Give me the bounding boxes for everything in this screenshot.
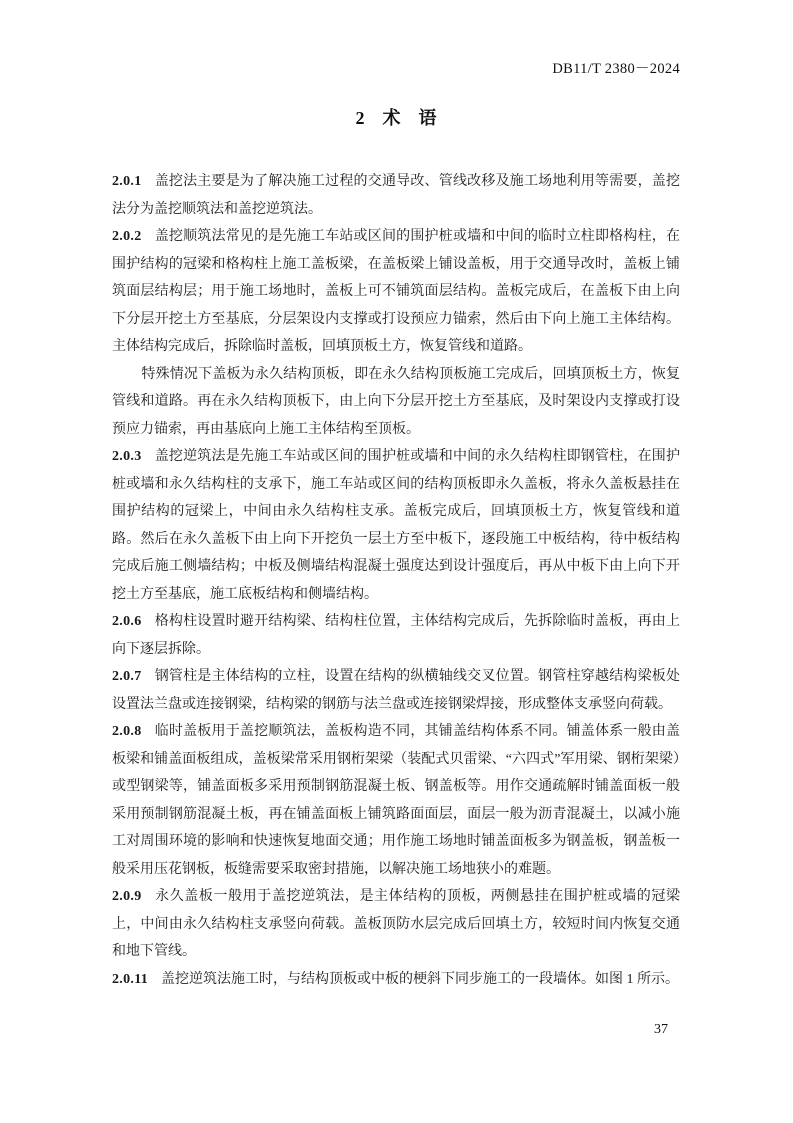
term-number: 2.0.11	[112, 971, 149, 987]
term-paragraph-2-0-3	[112, 443, 680, 608]
term-number: 2.0.8	[112, 724, 142, 739]
term-text: 盖挖顺筑法常见的是先施工车站或区间的围护桩或墙和中间的临时立柱即格构柱，在围护结构的冠梁和格构柱上施工盖板梁，在盖板梁上铺设盖板，用于交通导改时，盖板上铺筑面层结构层；用于施工场地时，盖板上可不铺筑面层结构。盖板完成后，在盖板下由上向下分层开挖土方至基底，分层架设内支撑或打设预应力锚索，然后由下向上施工主体结构。主体结构完成后，拆除临时盖板，回填顶板土方，恢复管线和道路。	[112, 229, 680, 354]
term-number: 2.0.1	[112, 174, 142, 189]
document-standard-number: DB11/T 2380－2024	[552, 61, 680, 77]
page-number: 37	[654, 1022, 668, 1037]
chapter-title: 2 术 语	[355, 108, 437, 128]
term-paragraph-2-0-1	[112, 168, 680, 223]
term-paragraph-2-0-6	[112, 608, 680, 663]
term-paragraph-2-0-7	[112, 663, 680, 718]
term-paragraph-2-0-2-note	[112, 361, 680, 444]
term-text: 格构柱设置时避开结构梁、结构柱位置，主体结构完成后，先拆除临时盖板，再由上向下逐层拆除。	[112, 614, 680, 657]
term-paragraph-2-0-11	[112, 966, 680, 994]
term-text: 盖挖法主要是为了解决施工过程的交通导改、管线改移及施工场地利用等需要，盖挖法分为盖挖顺筑法和盖挖逆筑法。	[112, 174, 680, 217]
term-number: 2.0.9	[112, 889, 142, 904]
term-text: 特殊情况下盖板为永久结构顶板，即在永久结构顶板施工完成后，回填顶板土方，恢复管线和道路。再在永久结构顶板下，由上向下分层开挖土方至基底，及时架设内支撑或打设预应力锚索，再由基底向上施工主体结构至顶板。	[112, 366, 680, 437]
terminology-body	[112, 168, 680, 993]
term-number: 2.0.6	[112, 614, 142, 629]
term-text: 临时盖板用于盖挖顺筑法，盖板构造不同，其铺盖结构体系不同。铺盖体系一般由盖板梁和铺盖面板组成，盖板梁常采用钢桁架梁（装配式贝雷梁、“六四式”军用梁、钢桁架梁）或型钢梁等，铺盖面板多采用预制钢筋混凝土板、钢盖板等。用作交通疏解时铺盖面板一般采用预制钢筋混凝土板，再在铺盖面板上铺筑路面面层，面层一般为沥青混凝土，以减小施工对周围环境的影响和快速恢复地面交通；用作施工场地时铺盖面板多为钢盖板，钢盖板一般采用压花钢板，板缝需要采取密封措施，以解决施工场地狭小的难题。	[112, 724, 680, 877]
term-text: 永久盖板一般用于盖挖逆筑法，是主体结构的顶板，两侧悬挂在围护桩或墙的冠梁上，中间由永久结构柱支承竖向荷载。盖板顶防水层完成后回填土方，较短时间内恢复交通和地下管线。	[112, 889, 680, 959]
term-text: 钢管柱是主体结构的立柱，设置在结构的纵横轴线交叉位置。钢管柱穿越结构梁板处设置法兰盘或连接钢梁，结构梁的钢筋与法兰盘或连接钢梁焊接，形成整体支承竖向荷载。	[112, 669, 680, 712]
term-paragraph-2-0-2	[112, 223, 680, 361]
term-text: 盖挖逆筑法是先施工车站或区间的围护桩或墙和中间的永久结构柱即钢管柱，在围护桩或墙和永久结构柱的支承下，施工车站或区间的结构顶板即永久盖板，将永久盖板悬挂在围护结构的冠梁上，中间由永久结构柱支承。盖板完成后，回填顶板土方，恢复管线和道路。然后在永久盖板下由上向下开挖负一层土方至中板下，逐段施工中板结构，待中板结构完成后施工侧墙结构；中板及侧墙结构混凝土强度达到设计强度后，再从中板下由上向下开挖土方至基底，施工底板结构和侧墙结构。	[112, 449, 680, 602]
term-number: 2.0.2	[112, 229, 142, 244]
term-paragraph-2-0-9	[112, 883, 680, 966]
term-number: 2.0.7	[112, 669, 142, 684]
term-number: 2.0.3	[112, 449, 142, 464]
term-text: 盖挖逆筑法施工时，与结构顶板或中板的梗斜下同步施工的一段墙体。如图 1 所示。	[161, 971, 680, 987]
term-paragraph-2-0-8	[112, 718, 680, 883]
